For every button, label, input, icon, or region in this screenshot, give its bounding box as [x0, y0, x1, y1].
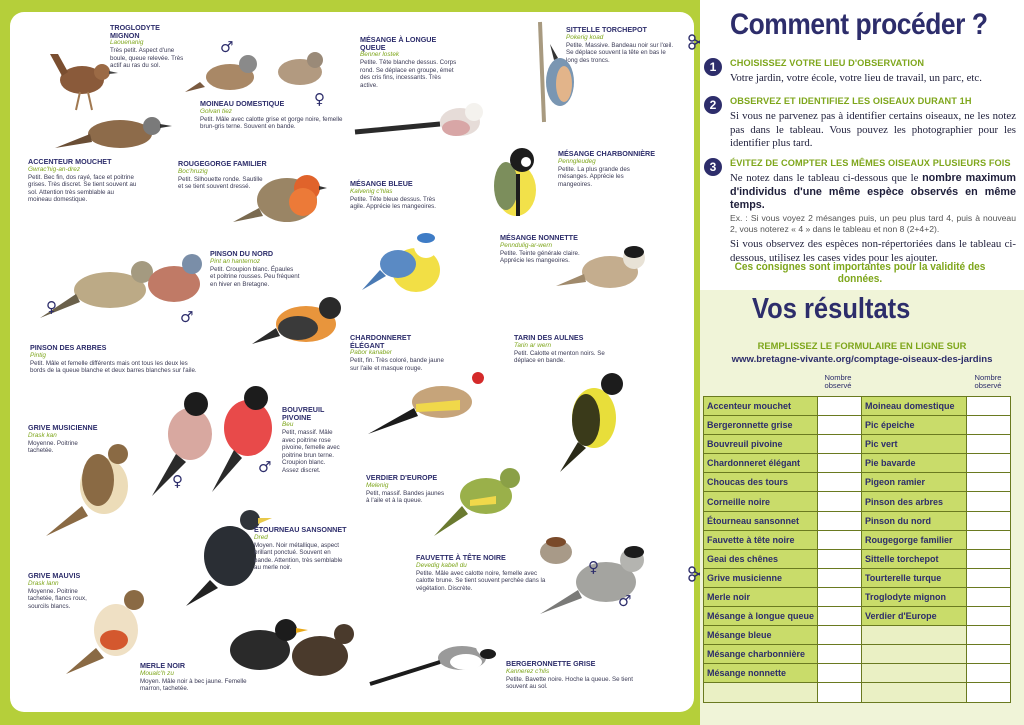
count-input-cell[interactable] [967, 416, 1011, 435]
bird-description: Petite. Teinte générale claire. Apprécie les mangeoires. [500, 249, 580, 265]
count-input-cell[interactable] [967, 530, 1011, 549]
species-name-cell [861, 664, 966, 683]
count-input-cell[interactable] [967, 454, 1011, 473]
table-row [704, 397, 1011, 416]
bird-breton-name: Devedig kabell du [416, 561, 467, 569]
step-body [730, 172, 1016, 265]
table-row [704, 549, 1011, 568]
bird-breton-name: Penngleudeg [558, 157, 596, 165]
bird-breton-name: Penndulig-ar-wern [500, 241, 553, 249]
step-body-text: Ne notez dans le tableau ci-dessous que le [730, 172, 923, 184]
bird-name: MÉSANGE À LONGUE QUEUE [360, 35, 437, 52]
species-name-cell: Mésange bleue [704, 626, 818, 645]
species-name-cell: Mésange à longue queue [704, 607, 818, 626]
nonnette-illustration [550, 230, 660, 310]
species-name-cell: Pie bavarde [861, 454, 966, 473]
sittelle-illustration [510, 22, 590, 122]
table-row [704, 626, 1011, 645]
bird-description: Petite. Mâle avec calotte noire, femelle avec calotte brune. Se tient souvent perchée dans la végétation. Discrète. [416, 569, 546, 592]
step-body: Si vous ne parvenez pas à identifier certains oiseaux, ne les notez pas dans le tableau. Vous pouvez les photographier pour les identifier plus tard. [730, 110, 1016, 150]
species-name-cell: Merle noir [704, 587, 818, 606]
count-input-cell[interactable] [818, 683, 862, 702]
table-row [704, 607, 1011, 626]
bird-description: Petite. La plus grande des mésanges. Apprécie les mangeoires. [558, 165, 630, 188]
bird-description: Petite. Tête blanche dessus. Corps rond. Se déplace en groupe, émet des cris fins, incessants. Très active. [360, 59, 457, 89]
results-table [703, 396, 1011, 703]
species-name-cell: Étourneau sansonnet [704, 511, 818, 530]
count-column-header: Nombre observé [824, 373, 852, 390]
count-input-cell[interactable] [967, 626, 1011, 645]
verdier-illustration [430, 456, 530, 546]
species-name-cell: Pigeon ramier [861, 473, 966, 492]
chardonneret-illustration [360, 348, 500, 448]
bird-description: Moyenne. Poitrine tachetée, flancs roux, sourcils blancs. [28, 587, 87, 610]
bird-name: TARIN DES AULNES [514, 333, 584, 342]
bird-description: Petit. Bec fin, dos rayé, face et poitrine grises. Très discret. Se tient souvent au sol. Attention très semblable au moineau domestique. [28, 173, 137, 204]
bird-name: GRIVE MUSICIENNE [28, 423, 98, 432]
species-name-cell [861, 683, 966, 702]
species-name-cell [861, 626, 966, 645]
female-symbol: ♀ [46, 298, 57, 316]
bird-breton-name: Laouenanig [110, 39, 144, 47]
bird-name: ROUGEGORGE FAMILIER [178, 159, 267, 168]
rougegorge-illustration [225, 160, 335, 240]
charbonniere-card [558, 150, 658, 188]
results-title: Vos résultats [752, 293, 911, 325]
bird-name: TROGLODYTE MIGNON [110, 23, 160, 40]
bird-name: VERDIER D'EUROPE [366, 473, 438, 482]
table-row [704, 473, 1011, 492]
bird-description: Petit. Croupion blanc. Épaules et poitrine rousses. Peu fréquent en hiver en Bretagne. [210, 265, 300, 288]
count-input-cell[interactable] [967, 511, 1011, 530]
table-row [704, 492, 1011, 511]
species-name-cell: Pic épeiche [861, 416, 966, 435]
count-input-cell[interactable] [967, 473, 1011, 492]
step-2 [704, 96, 1016, 156]
bird-breton-name: Dred [254, 533, 268, 541]
count-input-cell[interactable] [967, 549, 1011, 568]
bird-name: BERGERONNETTE GRISE [506, 659, 596, 668]
bird-breton-name: Drask lann [28, 579, 59, 587]
bird-name: ACCENTEUR MOUCHET [28, 157, 112, 166]
bird-breton-name: Pokerig koad [566, 33, 604, 41]
bird-name: MÉSANGE BLEUE [350, 179, 413, 188]
male-symbol: ♂ [258, 458, 272, 476]
pinson-illustration [40, 234, 210, 344]
species-name-cell [861, 645, 966, 664]
species-name-cell: Mésange nonnette [704, 664, 818, 683]
species-name-cell: Tourterelle turque [861, 568, 966, 587]
female-symbol: ♀ [314, 90, 325, 108]
female-symbol: ♀ [172, 472, 183, 490]
count-input-cell[interactable] [818, 587, 862, 606]
count-column-header: Nombre observé [974, 373, 1002, 390]
important-note: Ces consignes sont importantes pour la validité des données. [734, 261, 986, 285]
bird-breton-name: Pintig [30, 351, 46, 359]
species-name-cell: Mésange charbonnière [704, 645, 818, 664]
table-row [704, 664, 1011, 683]
bergeronnette-illustration [366, 628, 516, 698]
bird-name: PINSON DES ARBRES [30, 343, 107, 352]
accenteur-card [28, 158, 138, 204]
bird-description: Petit, massif. Bandes jaunes à l'aile et à la queue. [366, 489, 445, 505]
bird-breton-name: Kalvenig c'hlas [350, 187, 393, 195]
count-input-cell[interactable] [818, 530, 862, 549]
count-input-cell[interactable] [967, 568, 1011, 587]
table-row [704, 587, 1011, 606]
bird-description: Moyen. Noir métallique, aspect brillant ponctué. Souvent en bande. Attention, très semblable au merle noir. [254, 541, 343, 572]
etourneau-card [254, 526, 349, 572]
count-input-cell[interactable] [818, 492, 862, 511]
count-input-cell[interactable] [967, 645, 1011, 664]
bird-description: Petite. Tête bleue dessus. Très agile. Apprécie les mangeoires. [350, 195, 436, 211]
count-input-cell[interactable] [818, 645, 862, 664]
species-name-cell: Pinson du nord [861, 511, 966, 530]
bird-description: Petit. Calotte et menton noirs. Se déplace en bande. [514, 349, 605, 365]
bird-breton-name: Tarin ar wern [514, 341, 552, 349]
bird-breton-name: Melenig [366, 481, 389, 489]
step-title: CHOISISSEZ VOTRE LIEU D'OBSERVATION [730, 58, 925, 68]
species-name-cell: Fauvette à tête noire [704, 530, 818, 549]
bird-name: MERLE NOIR [140, 661, 186, 670]
table-row [704, 645, 1011, 664]
table-row [704, 530, 1011, 549]
bird-breton-name: Benner lostek [360, 51, 400, 59]
species-name-cell: Verdier d'Europe [861, 607, 966, 626]
step-number: 1 [704, 58, 722, 76]
bird-breton-name: Drask kan [28, 431, 57, 439]
moineau-card [200, 100, 350, 131]
pinsonnord-illustration [250, 278, 360, 368]
grivemus-illustration [38, 432, 148, 542]
bird-breton-name: Golvan tiez [200, 107, 232, 115]
bird-description: Moyen. Mâle noir à bec jaune. Femelle marron, tachetée. [140, 677, 247, 693]
bird-breton-name: Kannerez c'hlis [506, 667, 550, 675]
bird-breton-name: Moualc'h zu [140, 669, 174, 677]
count-input-cell[interactable] [818, 397, 862, 416]
bird-breton-name: Pabor kanaber [350, 349, 392, 357]
bouvreuil-illustration [150, 384, 290, 504]
bergeronnette-card [506, 660, 636, 691]
step-title: OBSERVEZ ET IDENTIFIEZ LES OISEAUX DURANT 1H [730, 96, 972, 106]
tarin-illustration [530, 358, 650, 478]
count-input-cell[interactable] [818, 568, 862, 587]
count-input-cell[interactable] [967, 435, 1011, 454]
count-input-cell[interactable] [818, 473, 862, 492]
species-name-cell: Geai des chênes [704, 549, 818, 568]
count-input-cell[interactable] [818, 549, 862, 568]
species-name-cell: Pinson des arbres [861, 492, 966, 511]
species-name-cell: Troglodyte mignon [861, 587, 966, 606]
table-row [704, 435, 1011, 454]
bird-breton-name: Pint an hanternoz [210, 257, 261, 265]
bird-name: MÉSANGE NONNETTE [500, 233, 578, 242]
step-number: 3 [704, 158, 722, 176]
step-1 [704, 58, 1016, 88]
step-example: Ex. : Si vous voyez 2 mésanges puis, un peu plus tard 4, puis à nouveau 2, vous noterez « 4 » dans le tableau et non 8 (2+4+2). [730, 212, 1016, 234]
bird-description: Très petit. Aspect d'une boule, queue relevée. Très actif au ras du sol. [110, 47, 184, 70]
species-name-cell: Rougegorge familier [861, 530, 966, 549]
male-symbol: ♂ [180, 308, 194, 326]
bird-description: Petit, massif. Mâle avec poitrine rose pivoine, femelle avec poitrine brun terne. Croupion blanc. Assez discret. [282, 429, 340, 474]
bird-description: Petit. Mâle et femelle différents mais ont tous les deux les bords de la queue blanche et deux barres blanches sur l'aile. [30, 359, 197, 375]
count-input-cell[interactable] [818, 664, 862, 683]
species-name-cell: Bergeronnette grise [704, 416, 818, 435]
male-symbol: ♂ [618, 592, 632, 610]
bird-name: MÉSANGE CHARBONNIÈRE [558, 149, 656, 158]
bleue-card [350, 180, 440, 211]
species-name-cell: Corneille noire [704, 492, 818, 511]
bird-description: Petit. Mâle avec calotte grise et gorge noire, femelle brun-gris terne. Souvent en bande. [200, 115, 343, 131]
bird-breton-name: Beu [282, 421, 294, 429]
bird-name: FAUVETTE À TÊTE NOIRE [416, 553, 506, 562]
bird-breton-name: Gwrac'hig-an-drez [28, 165, 81, 173]
fauvette-illustration [526, 518, 656, 638]
charbonniere-illustration [472, 140, 552, 230]
table-row [704, 511, 1011, 530]
bird-name: ÉTOURNEAU SANSONNET [254, 525, 347, 534]
species-name-cell: Accenteur mouchet [704, 397, 818, 416]
bird-name: PINSON DU NORD [210, 249, 274, 258]
count-input-cell[interactable] [818, 511, 862, 530]
form-url-link[interactable]: www.bretagne-vivante.org/comptage-oiseaux-des-jardins [731, 354, 993, 365]
species-name-cell: Chardonneret élégant [704, 454, 818, 473]
count-input-cell[interactable] [967, 587, 1011, 606]
count-input-cell[interactable] [818, 454, 862, 473]
bleue-illustration [360, 220, 460, 320]
table-row [704, 683, 1011, 702]
pinson-card [30, 344, 200, 375]
bird-name: SITTELLE TORCHEPOT [566, 25, 647, 34]
species-name-cell: Bouvreuil pivoine [704, 435, 818, 454]
female-symbol: ♀ [588, 558, 599, 576]
bird-breton-name: Boc'hruzig [178, 167, 208, 175]
longuequeue-card [360, 36, 460, 89]
bird-name: GRIVE MAUVIS [28, 571, 81, 580]
count-input-cell[interactable] [967, 397, 1011, 416]
table-row [704, 416, 1011, 435]
count-input-cell[interactable] [818, 416, 862, 435]
species-name-cell [704, 683, 818, 702]
bird-description: Petite. Massive. Bandeau noir sur l'œil. Se déplace souvent la tête en bas le long des troncs. [566, 41, 674, 64]
step-title: ÉVITEZ DE COMPTER LES MÊMES OISEAUX PLUSIEURS FOIS [730, 158, 1011, 168]
count-input-cell[interactable] [818, 435, 862, 454]
table-row [704, 454, 1011, 473]
species-name-cell: Choucas des tours [704, 473, 818, 492]
bird-description: Petit. Silhouette ronde. Sautille et se tient souvent dressé. [178, 175, 263, 191]
bird-name: BOUVREUIL PIVOINE [282, 405, 325, 422]
instructions-title: Comment procéder ? [730, 8, 988, 41]
bird-description: Petit, fin. Très coloré, bande jaune sur l'aile et masque rouge. [350, 357, 444, 372]
count-input-cell[interactable] [967, 607, 1011, 626]
step-3 [704, 158, 1016, 264]
count-input-cell[interactable] [818, 607, 862, 626]
table-row [704, 568, 1011, 587]
species-name-cell: Grive musicienne [704, 568, 818, 587]
bird-guide-panel [10, 12, 694, 712]
merle-card [140, 662, 250, 693]
species-name-cell: Sittelle torchepot [861, 549, 966, 568]
species-name-cell: Moineau domestique [861, 397, 966, 416]
bird-description: Moyenne. Poitrine tachetée. [28, 439, 78, 455]
bird-description: Petite. Bavette noire. Hoche la queue. Se tient souvent au sol. [506, 675, 633, 691]
bird-name: MOINEAU DOMESTIQUE [200, 99, 285, 108]
count-input-cell[interactable] [967, 492, 1011, 511]
count-input-cell[interactable] [818, 626, 862, 645]
step-body: Votre jardin, votre école, votre lieu de travail, un parc, etc. [730, 72, 982, 84]
count-input-cell[interactable] [967, 664, 1011, 683]
step-body-bold: nombre maximum d'individus d'une même espèce observés en même temps. [730, 172, 1016, 212]
troglodyte-card [110, 24, 190, 70]
accenteur-illustration [50, 104, 180, 164]
male-symbol: ♂ [220, 38, 234, 56]
count-input-cell[interactable] [967, 683, 1011, 702]
bouvreuil-card [282, 406, 342, 475]
step-extra: Si vous observez des espèces non-répertoriées dans le tableau ci-dessous, utilisez les cases vides pour les ajouter. [730, 238, 1016, 264]
step-number: 2 [704, 96, 722, 114]
fill-online-label: REMPLISSEZ LE FORMULAIRE EN LIGNE SUR [757, 340, 967, 351]
species-name-cell: Pic vert [861, 435, 966, 454]
bird-name: CHARDONNERET ÉLÉGANT [350, 333, 412, 350]
